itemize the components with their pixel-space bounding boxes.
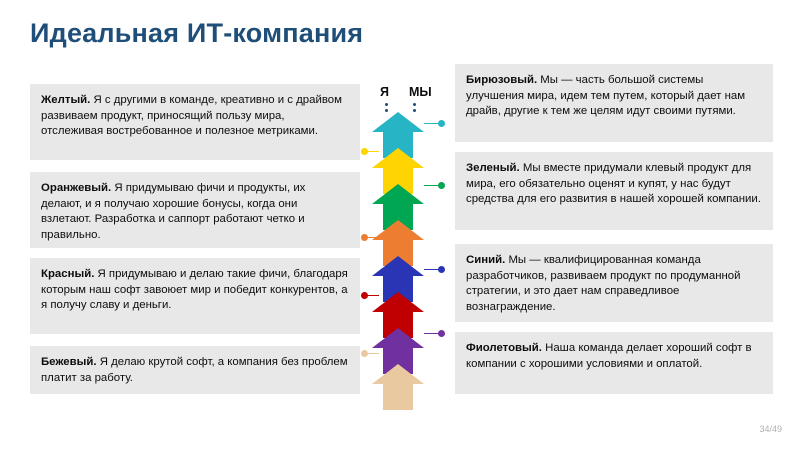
callout-blue-heading: Синий.: [466, 254, 506, 266]
callout-yellow: [30, 84, 360, 160]
callout-violet: [455, 332, 773, 394]
callout-red-text: Я придумываю и делаю такие фичи, благодаря которым наш софт завоюет мир и победит конкурентов, а я получу славу и деньги.: [41, 268, 348, 312]
callout-turquoise-heading: Бирюзовый.: [466, 74, 538, 86]
callout-violet-text: Наша команда делает хороший софт в компании с хорошими условиями и оплатой.: [466, 342, 752, 370]
beige-arrow-icon: [372, 364, 424, 410]
callout-violet-heading: Фиолетовый.: [466, 342, 542, 354]
callout-green-text: Мы вместе придумали клевый продукт для мира, его обязательно оценят и купят, у нас будут средства для его развития в нашей хорошей компании.: [466, 162, 761, 206]
page-number: 34/49: [759, 424, 782, 434]
callout-orange-text: Я придумываю фичи и продукты, их делают, и я получаю хорошие бонусы, когда они взлетают. Разработка и саппорт работают четко и правильно.: [41, 182, 306, 242]
label-my: МЫ: [409, 85, 432, 99]
callout-red: [30, 258, 360, 334]
callout-green-heading: Зеленый.: [466, 162, 520, 174]
guide-dot-left-1: [385, 103, 388, 106]
page-title: Идеальная ИТ-компания: [30, 18, 364, 48]
callout-beige-heading: Бежевый.: [41, 356, 97, 368]
callout-beige-text: Я делаю крутой софт, а компания без проблем платит за работу.: [41, 356, 348, 384]
callout-orange: [30, 172, 360, 248]
spiral-dynamics-column: [372, 70, 442, 390]
callout-green: [455, 152, 773, 230]
callout-turquoise: [455, 64, 773, 142]
callout-beige: [30, 346, 360, 394]
arrow-beige: [372, 364, 424, 410]
callout-blue-text: Мы — квалифицированная команда разработчиков, развиваем продукт по продуманной стратегии, и это дает нам справедливое вознаграждение.: [466, 254, 741, 314]
label-ya: Я: [380, 85, 389, 99]
callout-turquoise-text: Мы — часть большой системы улучшения мира, идем тем путем, который дает нам драйв, другие к тем же целям идут своими путями.: [466, 74, 746, 118]
guide-dot-right-1: [413, 103, 416, 106]
callout-yellow-text: Я с другими в команде, креативно и с драйвом развиваем продукт, приносящий пользу мира, отслеживая востребованное и полезное метриками.: [41, 94, 342, 138]
callout-yellow-heading: Желтый.: [41, 94, 91, 106]
callout-blue: [455, 244, 773, 322]
callout-red-heading: Красный.: [41, 268, 95, 280]
callout-orange-heading: Оранжевый.: [41, 182, 112, 194]
